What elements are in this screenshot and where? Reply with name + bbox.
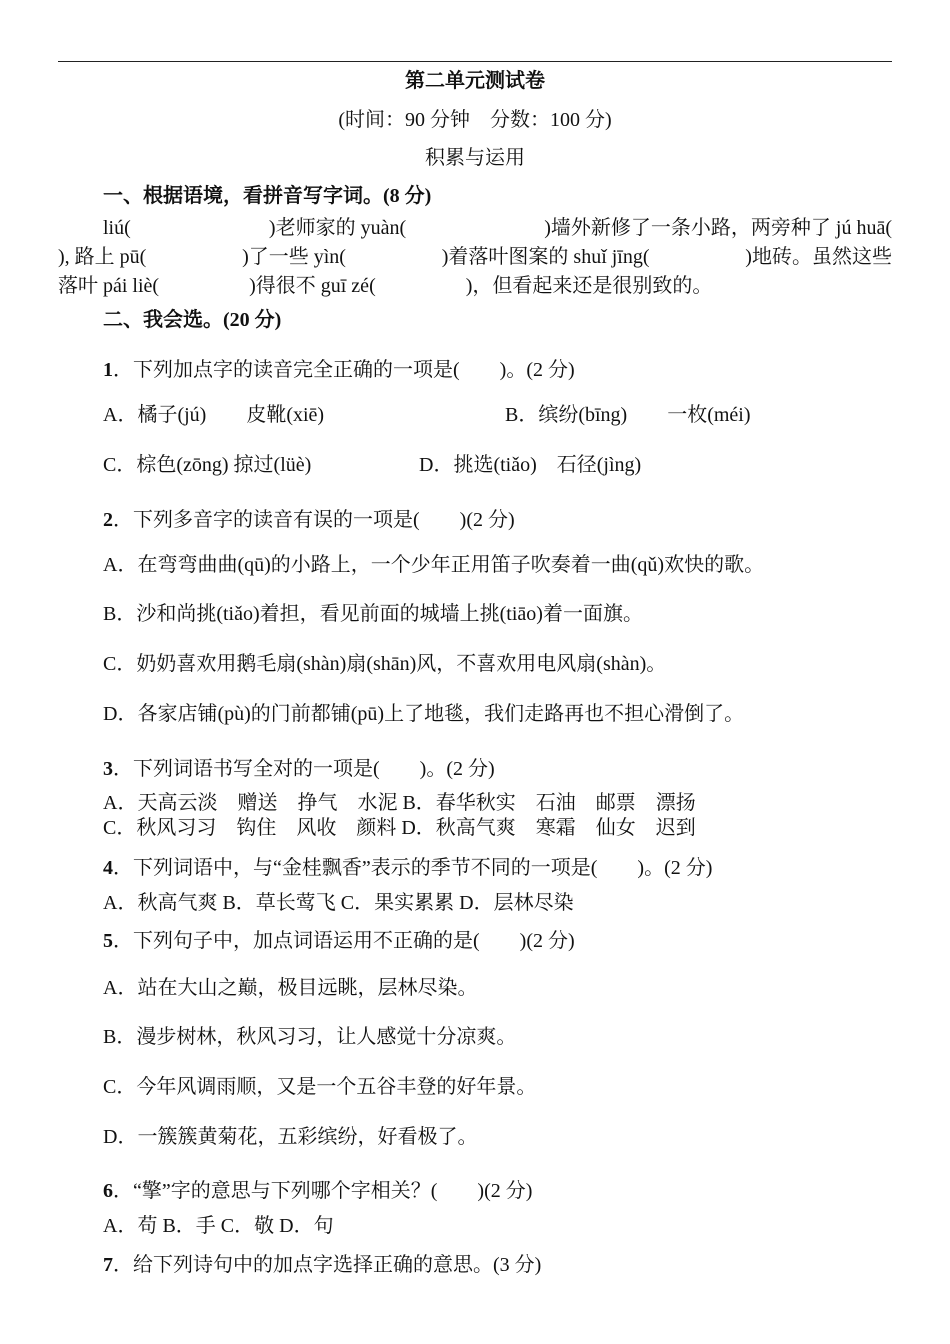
- paragraph-line-3: 落叶 pái liè( )得很不 guī zé( )，但看起来还是很别致的。: [58, 275, 713, 297]
- pinyin-paragraph: [58, 214, 892, 301]
- page-title: 第二单元测试卷: [405, 70, 545, 92]
- q5-option-c: C．今年风调雨顺，又是一个五谷丰登的好年景。: [103, 1076, 537, 1098]
- q2-option-a: A．在弯弯曲曲(qū)的小路上，一个少年正用笛子吹奏着一曲(qǔ)欢快的歌。: [103, 554, 765, 576]
- q3-options-row1: A．天高云淡 赠送 挣气 水泥 B．春华秋实 石油 邮票 漂扬: [103, 792, 696, 814]
- q6-stem: 6．“擎”字的意思与下列哪个字相关？( )(2 分): [103, 1180, 533, 1202]
- paragraph-line-2: ), 路上 pū( )了一些 yìn( )着落叶图案的 shuǐ jīng( )地砖。虽然这些: [58, 246, 892, 268]
- q2-option-b: B．沙和尚挑(tiǎo)着担，看见前面的城墙上挑(tiāo)着一面旗。: [103, 603, 643, 625]
- q1-option-d: D．挑选(tiǎo) 石径(jìng): [419, 454, 642, 476]
- q5-option-a: A．站在大山之巅，极目远眺，层林尽染。: [103, 977, 478, 999]
- q1-stem: 1．下列加点字的读音完全正确的一项是( )。(2 分): [103, 359, 575, 381]
- section1-heading: 一、根据语境，看拼音写字词。(8 分): [103, 185, 432, 207]
- q3-options-row2: C．秋风习习 钩住 风收 颜料 D．秋高气爽 寒霜 仙女 迟到: [103, 817, 696, 839]
- q1-option-b: B．缤纷(bīng) 一枚(méi): [505, 404, 751, 426]
- top-rule: [58, 61, 892, 62]
- part-title: 积累与运用: [425, 147, 525, 169]
- q5-stem: 5．下列句子中，加点词语运用不正确的是( )(2 分): [103, 930, 575, 952]
- test-meta: (时间：90 分钟 分数：100 分): [338, 109, 612, 131]
- q1-option-c: C．棕色(zōng) 掠过(lüè): [103, 454, 312, 476]
- q3-stem: 3．下列词语书写全对的一项是( )。(2 分): [103, 758, 495, 780]
- q1-option-a: A．橘子(jú) 皮靴(xiē): [103, 404, 325, 426]
- q5-option-d: D．一簇簇黄菊花，五彩缤纷，好看极了。: [103, 1126, 478, 1148]
- section2-heading: 二、我会选。(20 分): [103, 309, 282, 331]
- q4-stem: 4．下列词语中，与“金桂飘香”表示的季节不同的一项是( )。(2 分): [103, 857, 713, 879]
- q6-options: A．苟 B．手 C．敬 D．句: [103, 1215, 334, 1237]
- paragraph-line-1: liú( )老师家的 yuàn( )墙外新修了一条小路，两旁种了 jú huā(: [103, 217, 892, 239]
- q2-option-d: D．各家店铺(pù)的门前都铺(pū)上了地毯，我们走路再也不担心滑倒了。: [103, 703, 745, 725]
- q7-stem: 7．给下列诗句中的加点字选择正确的意思。(3 分): [103, 1254, 542, 1276]
- q5-option-b: B．漫步树林，秋风习习，让人感觉十分凉爽。: [103, 1026, 517, 1048]
- q2-stem: 2．下列多音字的读音有误的一项是( )(2 分): [103, 509, 515, 531]
- q4-options: A．秋高气爽 B．草长莺飞 C．果实累累 D．层林尽染: [103, 892, 574, 914]
- q2-option-c: C．奶奶喜欢用鹅毛扇(shàn)扇(shān)风，不喜欢用电风扇(shàn)。: [103, 653, 667, 675]
